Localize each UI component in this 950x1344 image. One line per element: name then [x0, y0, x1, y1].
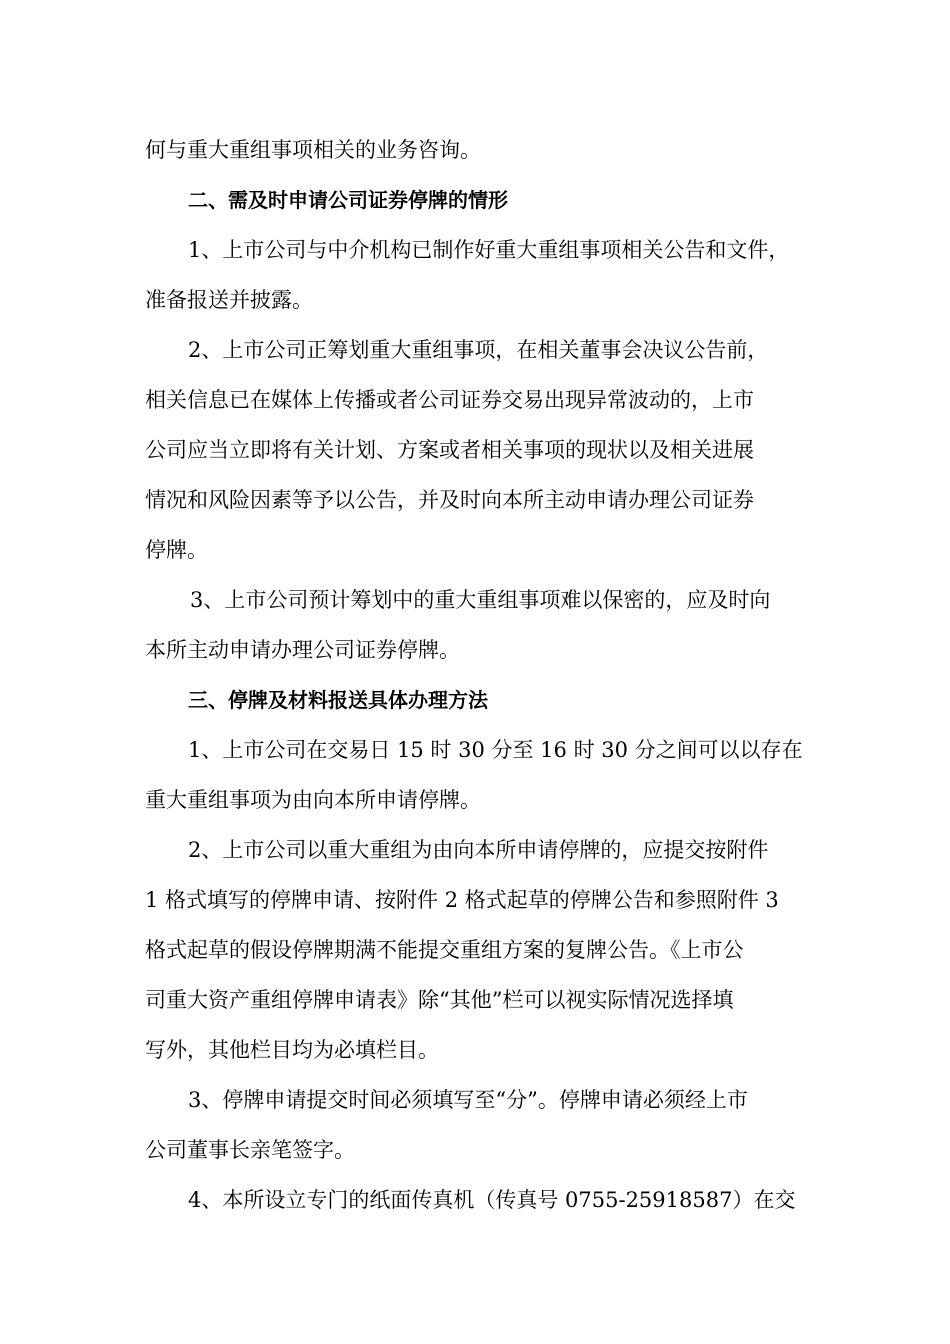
paragraph-line: 公司董事长亲笔签字。 [145, 1138, 355, 1162]
paragraph-line: 情况和风险因素等予以公告，并及时向本所主动申请办理公司证券 [145, 488, 754, 512]
paragraph-line: 准备报送并披露。 [145, 288, 313, 312]
paragraph-line: 相关信息已在媒体上传播或者公司证券交易出现异常波动的，上市 [145, 388, 754, 412]
paragraph-line: 3、上市公司预计筹划中的重大重组事项难以保密的，应及时向 [190, 588, 771, 612]
paragraph-line: 何与重大重组事项相关的业务咨询。 [145, 138, 481, 162]
paragraph-line: 司重大资产重组停牌申请表》除“其他”栏可以视实际情况选择填 [145, 988, 734, 1012]
paragraph-line: 重大重组事项为由向本所申请停牌。 [145, 788, 481, 812]
paragraph-line: 2、上市公司正筹划重大重组事项，在相关董事会决议公告前， [188, 338, 769, 362]
paragraph-line: 1、上市公司在交易日 15 时 30 分至 16 时 30 分之间可以以存在 [188, 738, 803, 762]
paragraph-line: 2、上市公司以重大重组为由向本所申请停牌的，应提交按附件 [188, 838, 769, 862]
paragraph-line: 本所主动申请办理公司证券停牌。 [145, 638, 460, 662]
paragraph-line: 1、上市公司与中介机构已制作好重大重组事项相关公告和文件， [188, 238, 790, 262]
section-heading-2: 二、需及时申请公司证券停牌的情形 [188, 188, 508, 212]
section-heading-3: 三、停牌及材料报送具体办理方法 [188, 688, 488, 712]
paragraph-line: 格式起草的假设停牌期满不能提交重组方案的复牌公告。《上市公 [145, 938, 744, 962]
paragraph-line: 4、本所设立专门的纸面传真机（传真号 0755-25918587）在交 [188, 1188, 796, 1212]
paragraph-line: 3、停牌申请提交时间必须填写至“分”。停牌申请必须经上市 [188, 1088, 748, 1112]
paragraph-line: 写外，其他栏目均为必填栏目。 [145, 1038, 439, 1062]
paragraph-line: 停牌。 [145, 538, 208, 562]
paragraph-line: 公司应当立即将有关计划、方案或者相关事项的现状以及相关进展 [145, 438, 754, 462]
paragraph-line: 1 格式填写的停牌申请、按附件 2 格式起草的停牌公告和参照附件 3 [145, 888, 779, 912]
